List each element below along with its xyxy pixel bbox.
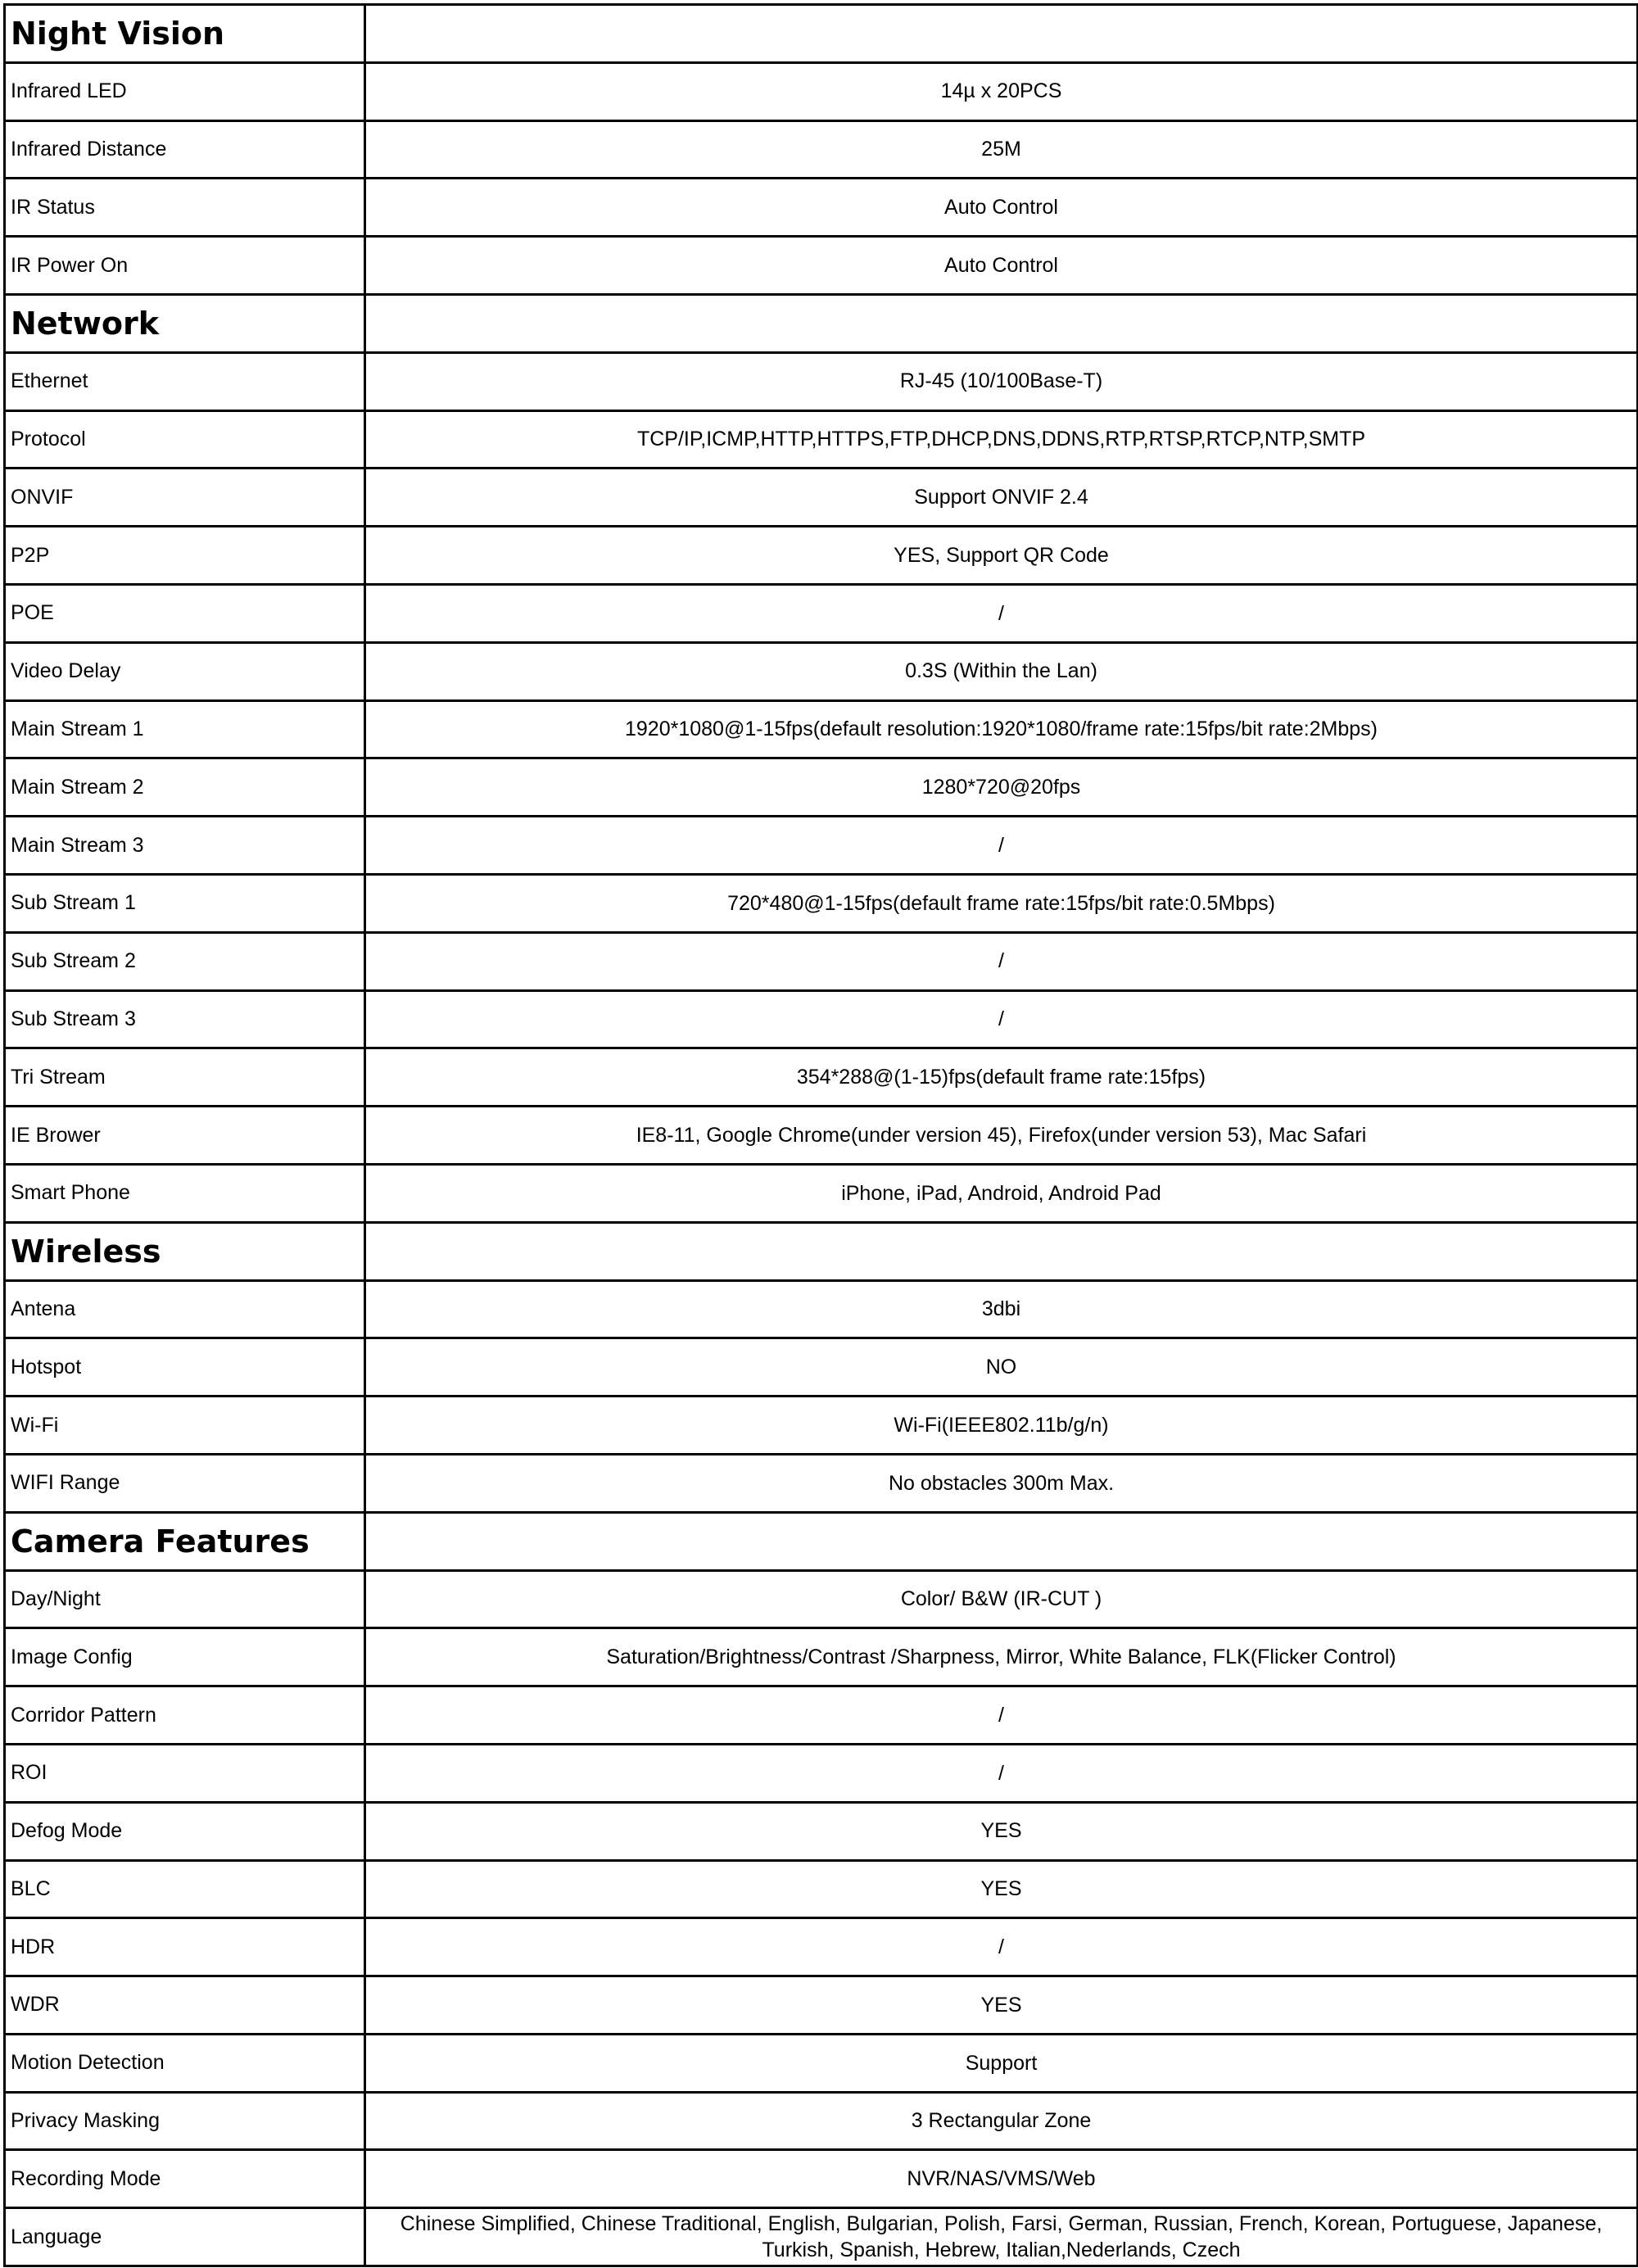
spec-row-p2p	[5, 527, 1638, 585]
spec-value: Support ONVIF 2.4	[365, 469, 1638, 527]
spec-value: /	[365, 1918, 1638, 1976]
spec-label: Ethernet	[5, 352, 365, 410]
spec-row-wdr	[5, 1976, 1638, 2035]
spec-label: Smart Phone	[5, 1164, 365, 1222]
spec-label: ROI	[5, 1744, 365, 1802]
spec-row-infrared-led	[5, 62, 1638, 120]
spec-row-protocol	[5, 410, 1638, 469]
spec-row-sub-stream-2	[5, 932, 1638, 990]
spec-value: Auto Control	[365, 237, 1638, 295]
spec-value: Saturation/Brightness/Contrast /Sharpness, Mirror, White Balance, FLK(Flicker Control)	[365, 1628, 1638, 1686]
spec-value: /	[365, 932, 1638, 990]
spec-row-main-stream-3	[5, 817, 1638, 875]
spec-label: Main Stream 1	[5, 700, 365, 758]
spec-label: WIFI Range	[5, 1454, 365, 1512]
spec-value: RJ-45 (10/100Base-T)	[365, 352, 1638, 410]
spec-row-blc	[5, 1860, 1638, 1918]
spec-value: TCP/IP,ICMP,HTTP,HTTPS,FTP,DHCP,DNS,DDNS,RTP,RTSP,RTCP,NTP,SMTP	[365, 410, 1638, 469]
spec-value: YES	[365, 1802, 1638, 1860]
spec-row-privacy-masking	[5, 2092, 1638, 2150]
spec-row-ethernet	[5, 352, 1638, 410]
spec-label: WDR	[5, 1976, 365, 2035]
section-header-empty-cell	[365, 1512, 1638, 1570]
spec-row-recording-mode	[5, 2150, 1638, 2208]
spec-value: 3 Rectangular Zone	[365, 2092, 1638, 2150]
spec-value: 1920*1080@1-15fps(default resolution:1920*1080/frame rate:15fps/bit rate:2Mbps)	[365, 700, 1638, 758]
spec-row-main-stream-2	[5, 758, 1638, 817]
spec-label: Video Delay	[5, 642, 365, 700]
spec-value: /	[365, 1744, 1638, 1802]
spec-label: Image Config	[5, 1628, 365, 1686]
spec-value: Wi-Fi(IEEE802.11b/g/n)	[365, 1397, 1638, 1455]
spec-label: IE Brower	[5, 1107, 365, 1165]
spec-value: YES, Support QR Code	[365, 527, 1638, 585]
spec-label: Day/Night	[5, 1570, 365, 1628]
spec-row-smart-phone	[5, 1164, 1638, 1222]
spec-value: 720*480@1-15fps(default frame rate:15fps/bit rate:0.5Mbps)	[365, 874, 1638, 932]
spec-label: Sub Stream 1	[5, 874, 365, 932]
spec-value: /	[365, 817, 1638, 875]
section-header-empty-cell	[365, 1222, 1638, 1280]
spec-row-ir-power-on	[5, 237, 1638, 295]
spec-label: Infrared LED	[5, 62, 365, 120]
spec-row-wifi-range	[5, 1454, 1638, 1512]
section-title: Night Vision	[5, 5, 365, 63]
section-title: Camera Features	[5, 1512, 365, 1570]
spec-row-defog-mode	[5, 1802, 1638, 1860]
spec-value: /	[365, 584, 1638, 642]
spec-value: 14µ x 20PCS	[365, 62, 1638, 120]
spec-row-ie-brower	[5, 1107, 1638, 1165]
spec-row-corridor-pattern	[5, 1686, 1638, 1745]
spec-value: Color/ B&W (IR-CUT )	[365, 1570, 1638, 1628]
spec-table-body	[5, 5, 1638, 2266]
spec-row-poe	[5, 584, 1638, 642]
spec-row-onvif	[5, 469, 1638, 527]
spec-value: Auto Control	[365, 179, 1638, 237]
spec-value: /	[365, 990, 1638, 1048]
spec-row-sub-stream-3	[5, 990, 1638, 1048]
spec-row-ir-status	[5, 179, 1638, 237]
spec-value: 1280*720@20fps	[365, 758, 1638, 817]
spec-row-tri-stream	[5, 1048, 1638, 1107]
spec-label: Infrared Distance	[5, 120, 365, 179]
spec-value: Support	[365, 2034, 1638, 2092]
spec-row-infrared-distance	[5, 120, 1638, 179]
spec-row-motion-detection	[5, 2034, 1638, 2092]
spec-value: NVR/NAS/VMS/Web	[365, 2150, 1638, 2208]
spec-label: ONVIF	[5, 469, 365, 527]
section-header-empty-cell	[365, 294, 1638, 352]
section-header-wireless	[5, 1222, 1638, 1280]
spec-value: No obstacles 300m Max.	[365, 1454, 1638, 1512]
spec-label: Corridor Pattern	[5, 1686, 365, 1745]
spec-label: Sub Stream 2	[5, 932, 365, 990]
spec-row-roi	[5, 1744, 1638, 1802]
spec-value: 25M	[365, 120, 1638, 179]
spec-label: P2P	[5, 527, 365, 585]
spec-label: Language	[5, 2208, 365, 2266]
spec-label: HDR	[5, 1918, 365, 1976]
spec-label: Wi-Fi	[5, 1397, 365, 1455]
spec-row-hdr	[5, 1918, 1638, 1976]
spec-label: Tri Stream	[5, 1048, 365, 1107]
spec-table	[3, 3, 1638, 2267]
spec-value: /	[365, 1686, 1638, 1745]
spec-value: 354*288@(1-15)fps(default frame rate:15fps)	[365, 1048, 1638, 1107]
spec-label: Main Stream 2	[5, 758, 365, 817]
section-header-empty-cell	[365, 5, 1638, 63]
spec-value: YES	[365, 1860, 1638, 1918]
spec-row-video-delay	[5, 642, 1638, 700]
spec-value: iPhone, iPad, Android, Android Pad	[365, 1164, 1638, 1222]
spec-row-antena	[5, 1280, 1638, 1338]
spec-value: 0.3S (Within the Lan)	[365, 642, 1638, 700]
spec-label: IR Power On	[5, 237, 365, 295]
spec-value: IE8-11, Google Chrome(under version 45), Firefox(under version 53), Mac Safari	[365, 1107, 1638, 1165]
spec-value: YES	[365, 1976, 1638, 2035]
section-header-camera-features	[5, 1512, 1638, 1570]
section-header-night-vision	[5, 5, 1638, 63]
spec-row-hotspot	[5, 1338, 1638, 1397]
spec-row-image-config	[5, 1628, 1638, 1686]
spec-label: Protocol	[5, 410, 365, 469]
spec-row-wi-fi	[5, 1397, 1638, 1455]
spec-label: Main Stream 3	[5, 817, 365, 875]
spec-value: NO	[365, 1338, 1638, 1397]
spec-label: Privacy Masking	[5, 2092, 365, 2150]
spec-label: Sub Stream 3	[5, 990, 365, 1048]
spec-row-sub-stream-1	[5, 874, 1638, 932]
spec-value: Chinese Simplified, Chinese Traditional, English, Bulgarian, Polish, Farsi, German, Russian, French, Korean, Portuguese, Japanese, Turkish, Spanish, Hebrew, Italian,Nederlands, Czech	[365, 2208, 1638, 2266]
spec-label: POE	[5, 584, 365, 642]
spec-label: Recording Mode	[5, 2150, 365, 2208]
spec-row-language	[5, 2208, 1638, 2266]
section-header-network	[5, 294, 1638, 352]
spec-label: Defog Mode	[5, 1802, 365, 1860]
spec-value: 3dbi	[365, 1280, 1638, 1338]
spec-label: BLC	[5, 1860, 365, 1918]
spec-label: Motion Detection	[5, 2034, 365, 2092]
section-title: Network	[5, 294, 365, 352]
spec-label: IR Status	[5, 179, 365, 237]
spec-row-main-stream-1	[5, 700, 1638, 758]
spec-label: Antena	[5, 1280, 365, 1338]
spec-row-day-night	[5, 1570, 1638, 1628]
spec-label: Hotspot	[5, 1338, 365, 1397]
section-title: Wireless	[5, 1222, 365, 1280]
